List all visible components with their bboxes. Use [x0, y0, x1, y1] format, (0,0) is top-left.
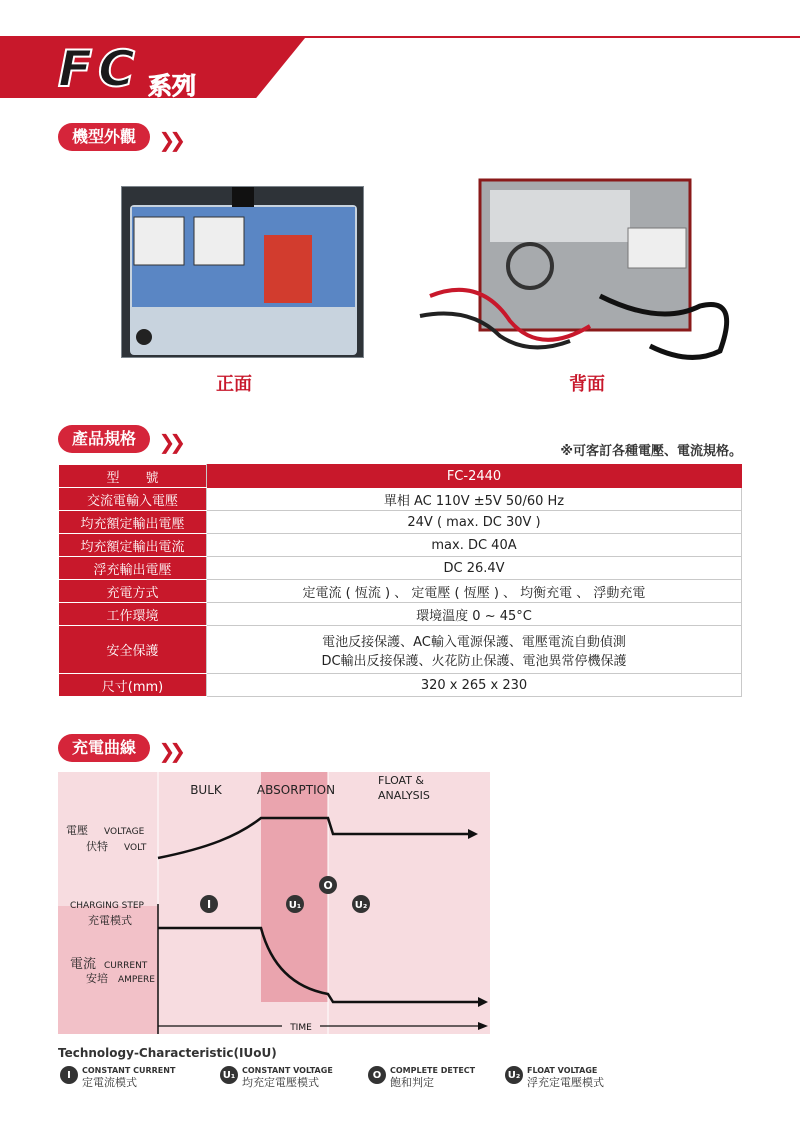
spec-value: 24V ( max. DC 30V ) [207, 511, 742, 534]
spec-table [58, 464, 742, 697]
spec-value: max. DC 40A [207, 534, 742, 557]
table-row [59, 626, 742, 674]
section-appearance-label: 機型外觀 [72, 127, 137, 146]
legend-icon: U₂ [505, 1066, 523, 1084]
charging-step-en: CHARGING STEP [70, 901, 144, 911]
volt-zh: 伏特 [86, 840, 108, 853]
header-band [0, 36, 800, 98]
table-row [59, 580, 742, 603]
technology-characteristic: Technology-Characteristic(IUoU) [58, 1046, 277, 1060]
model-title: FC [58, 40, 141, 98]
current-zh: 電流 [70, 957, 97, 972]
legend-icon: I [60, 1066, 78, 1084]
legend-en: COMPLETE DETECT [390, 1066, 476, 1075]
charging-step-zh: 充電模式 [88, 914, 132, 927]
legend-zh: 浮充定電壓模式 [527, 1076, 604, 1089]
spec-value-line: 電池反接保護、AC輸入電源保護、電壓電流自動偵測 [322, 634, 626, 650]
series-title: 系列 [148, 72, 196, 100]
chevron-right-icon: ❯❯ [158, 430, 181, 454]
table-row [59, 674, 742, 697]
stage-bulk-label: BULK [190, 783, 222, 797]
mark-u1: U₁ [288, 900, 302, 911]
spec-key: 型 號 [59, 465, 207, 488]
spec-key: 浮充輸出電壓 [59, 557, 207, 580]
ampere-en: AMPERE [118, 975, 155, 985]
spec-key: 均充額定輸出電流 [59, 534, 207, 557]
spec-key: 尺寸(mm) [59, 674, 207, 697]
ampere-zh: 安培 [86, 972, 108, 985]
legend-item-u2 [505, 1066, 604, 1089]
spec-value: DC 26.4V [207, 557, 742, 580]
chevron-right-icon: ❯❯ [158, 128, 181, 152]
legend-zh: 飽和判定 [390, 1076, 434, 1089]
front-caption: 正面 [216, 374, 252, 395]
table-row [59, 511, 742, 534]
spec-key: 安全保護 [59, 626, 207, 674]
table-row [59, 603, 742, 626]
mark-o: O [323, 879, 333, 892]
spec-value-line: DC輸出反接保護、火花防止保護、電池異常停機保護 [321, 653, 627, 669]
back-caption: 背面 [569, 374, 605, 395]
charger-front-illustration [122, 187, 365, 359]
spec-note: ※可客訂各種電壓、電流規格。 [560, 444, 742, 459]
table-row [59, 488, 742, 511]
header-rule [0, 36, 800, 38]
spec-value: FC-2440 [207, 465, 742, 488]
charging-curve-chart [58, 772, 490, 1034]
spec-key: 交流電輸入電壓 [59, 488, 207, 511]
legend-en: FLOAT VOLTAGE [527, 1066, 598, 1075]
stage-float-label-2: ANALYSIS [378, 789, 430, 802]
legend-item-i [60, 1066, 175, 1089]
back-photo [400, 156, 750, 366]
spec-key: 工作環境 [59, 603, 207, 626]
table-row [59, 557, 742, 580]
spec-value: 單相 AC 110V ±5V 50/60 Hz [207, 488, 742, 511]
table-row [59, 465, 742, 488]
section-curve-label: 充電曲線 [72, 738, 137, 757]
legend-zh: 定電流模式 [82, 1076, 137, 1089]
legend-zh: 均充定電壓模式 [242, 1076, 319, 1089]
spec-key: 充電方式 [59, 580, 207, 603]
volt-en: VOLT [124, 843, 147, 853]
voltage-zh: 電壓 [66, 824, 88, 837]
spec-key: 均充額定輸出電壓 [59, 511, 207, 534]
mark-i: I [206, 898, 212, 911]
spec-value: 定電流 ( 恆流 ) 、 定電壓 ( 恆壓 ) 、 均衡充電 、 浮動充電 [207, 580, 742, 603]
current-en: CURRENT [104, 961, 148, 971]
absorption-band [261, 772, 328, 1002]
time-label: TIME [290, 1023, 312, 1033]
section-specs [58, 425, 181, 454]
spec-value: 320 x 265 x 230 [207, 674, 742, 697]
front-photo [121, 186, 364, 358]
section-specs-label: 產品規格 [72, 429, 137, 448]
legend-en: CONSTANT VOLTAGE [242, 1066, 333, 1075]
spec-value: 環境溫度 0 ~ 45°C [207, 603, 742, 626]
charger-back-illustration [400, 156, 750, 366]
legend-item-o [368, 1066, 475, 1089]
spec-value [207, 626, 742, 674]
chevron-right-icon: ❯❯ [158, 739, 181, 763]
mark-u2: U₂ [354, 900, 368, 911]
table-row [59, 534, 742, 557]
stage-float-label-1: FLOAT & [378, 774, 424, 787]
section-curve [58, 734, 181, 763]
legend-item-u1 [220, 1066, 333, 1089]
legend-icon: U₁ [220, 1066, 238, 1084]
legend-en: CONSTANT CURRENT [82, 1066, 176, 1075]
section-appearance [58, 123, 181, 152]
legend-icon: O [368, 1066, 386, 1084]
stage-absorption-label: ABSORPTION [256, 783, 336, 797]
voltage-en: VOLTAGE [104, 827, 145, 837]
